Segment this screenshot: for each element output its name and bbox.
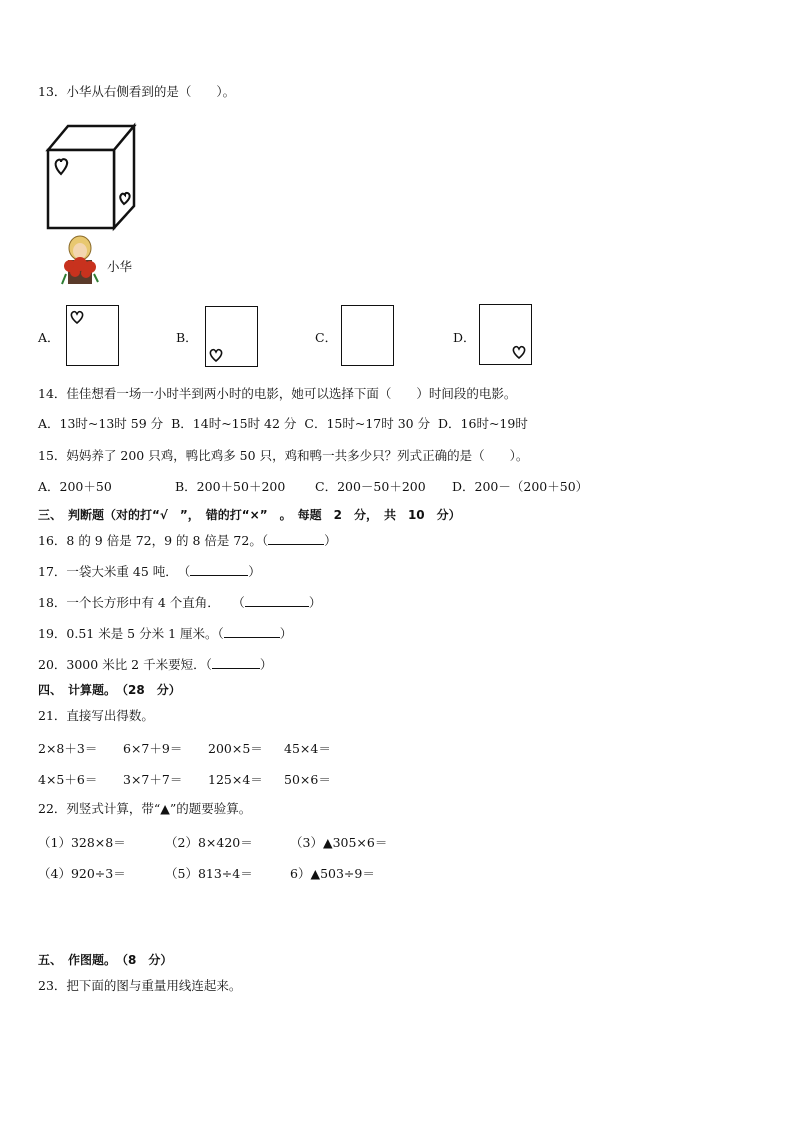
answer-blank[interactable] xyxy=(224,625,280,638)
q15-option-d: D．200－（200＋50） xyxy=(452,479,589,494)
q15-stem: 15．妈妈养了 200 只鸡，鸭比鸡多 50 只，鸡和鸭一共多少只？列式正确的是（ ）。 xyxy=(38,448,529,463)
option-a-card[interactable] xyxy=(66,305,119,366)
option-c-label: C． xyxy=(315,330,338,345)
judge-item: 18．一个长方形中有 4 个直角． （ ） xyxy=(38,595,322,610)
q21-item: 50×6＝ xyxy=(284,772,331,787)
option-a-label: A． xyxy=(38,330,60,345)
person-label: 小华 xyxy=(107,259,133,274)
answer-blank[interactable] xyxy=(245,594,309,607)
q15-option-a: A．200＋50 xyxy=(38,479,112,494)
q22-item: （4）920÷3＝ xyxy=(38,866,126,881)
answer-blank[interactable] xyxy=(190,563,248,576)
q22-item: （3）▲305×6＝ xyxy=(290,835,388,850)
q22-item: （1）328×8＝ xyxy=(38,835,126,850)
q15-option-c: C．200－50＋200 xyxy=(315,479,426,494)
q14-stem: 14．佳佳想看一场一小时半到两小时的电影，她可以选择下面（ ）时间段的电影。 xyxy=(38,386,517,401)
q22-item: 6）▲503÷9＝ xyxy=(290,866,375,881)
heart-icon xyxy=(511,344,527,360)
q22-item: （2）8×420＝ xyxy=(165,835,253,850)
judge-item: 16．8 的 9 倍是 72，9 的 8 倍是 72。（ ） xyxy=(38,533,337,548)
section4-heading: 四、 计算题。 （28 分） xyxy=(38,683,181,697)
person-illustration xyxy=(58,234,106,286)
option-b-label: B． xyxy=(176,330,198,345)
cube-drawing xyxy=(44,122,144,232)
q21-stem: 21．直接写出得数。 xyxy=(38,708,154,723)
q21-item: 45×4＝ xyxy=(284,741,331,756)
q21-item: 6×7＋9＝ xyxy=(123,741,183,756)
section5-heading: 五、 作图题。 （8 分） xyxy=(38,953,173,967)
q22-stem: 22．列竖式计算，带“▲”的题要验算。 xyxy=(38,801,252,816)
judge-item: 17．一袋大米重 45 吨． （ ） xyxy=(38,564,261,579)
judge-item: 20．3000 米比 2 千米要短．（ ） xyxy=(38,657,273,672)
heart-icon xyxy=(208,347,224,363)
section3-heading: 三、 判断题（对的打“√ ”， 错的打“×” 。 每题 2 分， 共 10 分） xyxy=(38,508,461,522)
q21-item: 125×4＝ xyxy=(208,772,263,787)
q15-option-b: B．200＋50＋200 xyxy=(175,479,286,494)
q14-options: A．13时~13时 59 分 B．14时~15时 42 分 C．15时~17时 30 分 D．16时~19时 xyxy=(38,416,528,431)
q21-item: 200×5＝ xyxy=(208,741,263,756)
judge-item: 19．0.51 米是 5 分米 1 厘米。（ ） xyxy=(38,626,293,641)
option-d-label: D． xyxy=(453,330,476,345)
answer-blank[interactable] xyxy=(268,532,324,545)
option-d-card[interactable] xyxy=(479,304,532,365)
answer-blank[interactable] xyxy=(212,656,260,669)
q22-item: （5）813÷4＝ xyxy=(165,866,253,881)
heart-icon xyxy=(69,309,85,325)
q23-stem: 23．把下面的图与重量用线连起来。 xyxy=(38,978,242,993)
q13-stem: 13．小华从右侧看到的是（ ）。 xyxy=(38,84,236,99)
option-b-card[interactable] xyxy=(205,306,258,367)
option-c-card[interactable] xyxy=(341,305,394,366)
q21-item: 2×8＋3＝ xyxy=(38,741,98,756)
q21-item: 3×7＋7＝ xyxy=(123,772,183,787)
q21-item: 4×5＋6＝ xyxy=(38,772,98,787)
